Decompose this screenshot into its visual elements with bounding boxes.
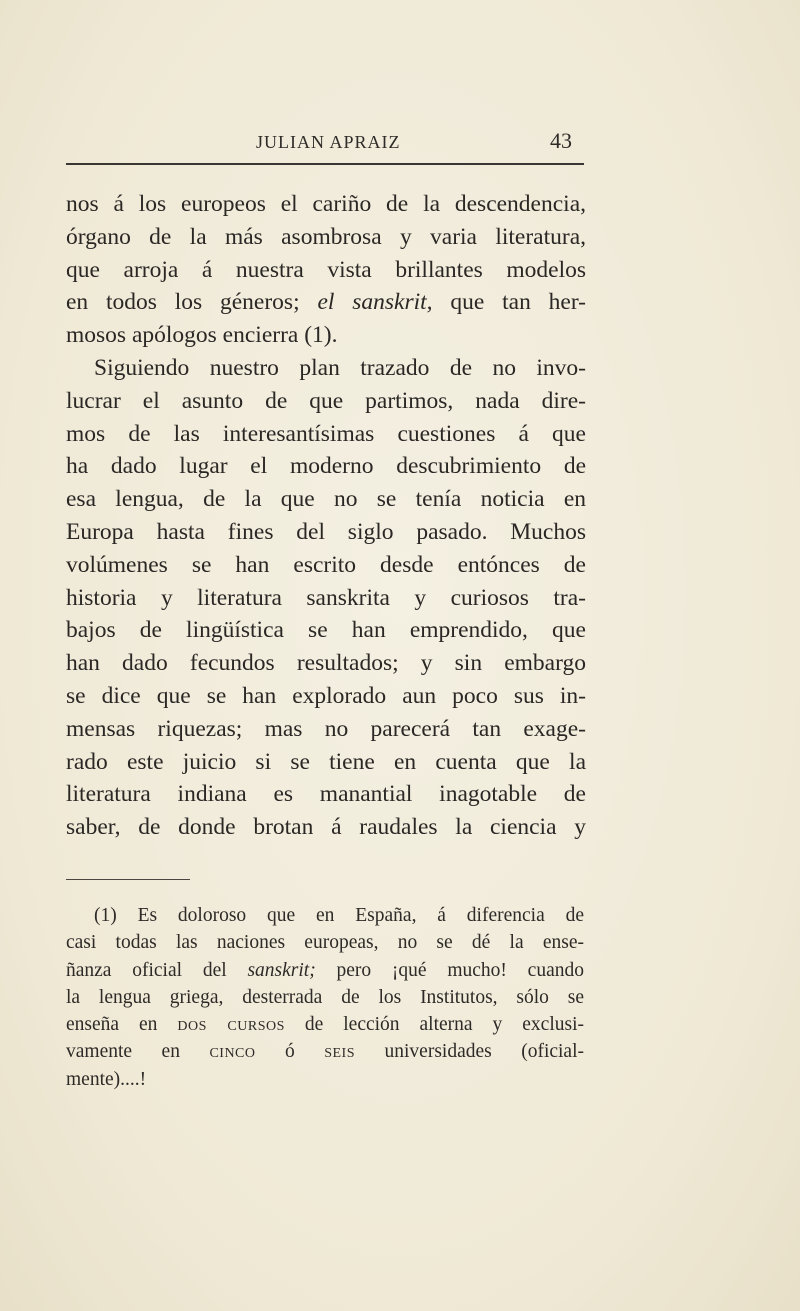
text-line: Europa hasta fines del siglo pasado. Muchos <box>66 518 586 545</box>
text-line: que arroja á nuestra vista brillantes modelos <box>66 256 586 283</box>
text-segment: en todos los géneros; <box>66 289 300 316</box>
text-line: historia y literatura sanskrita y curiosos tra- <box>66 584 586 611</box>
text-segment: universidades (oficial- <box>384 1041 584 1063</box>
text-line: se dice que se han explorado aun poco sus in- <box>66 682 586 709</box>
text-segment: que tan her- <box>450 289 587 316</box>
text-line: lucrar el asunto de que partimos, nada dire- <box>66 387 586 414</box>
text-line: rado este juicio si se tiene en cuenta que la <box>66 748 586 775</box>
text-segment: enseña en <box>66 1014 158 1036</box>
footnote-line <box>66 1011 584 1038</box>
running-head: JULIAN APRAIZ <box>256 132 401 152</box>
body-text <box>66 188 586 844</box>
text-line: han dado fecundos resultados; y sin embargo <box>66 650 586 677</box>
text-line: literatura indiana es manantial inagotable de <box>66 781 586 808</box>
small-caps-term: seis <box>324 1041 356 1063</box>
footnote <box>66 902 584 1093</box>
page-number: 43 <box>550 128 572 153</box>
text-line <box>66 286 586 319</box>
text-segment: ñanza oficial del <box>66 959 227 981</box>
footnote-rule <box>66 879 190 880</box>
text-line: nos á los europeos el cariño de la descendencia, <box>66 191 586 217</box>
small-caps-term: cinco <box>209 1041 256 1063</box>
text-segment: de lección alterna y exclusi- <box>304 1014 584 1036</box>
footnote-line: la lengua griega, desterrada de los Institutos, sólo se <box>66 986 584 1008</box>
small-caps-term: dos cursos <box>177 1014 285 1036</box>
paragraph-first-line: Siguiendo nuestro plan trazado de no invo- <box>94 354 586 381</box>
header-rule <box>66 163 584 165</box>
text-segment: pero ¡qué mucho! cuando <box>336 959 584 981</box>
page-header <box>66 128 586 158</box>
footnote-line: mente)....! <box>66 1068 147 1090</box>
text-line: ha dado lugar el moderno descubrimiento de <box>66 453 586 480</box>
italic-term: sanskrit; <box>247 959 316 981</box>
text-line: volúmenes se han escrito desde entónces de <box>66 551 586 578</box>
text-line: saber, de donde brotan á raudales la ciencia y <box>66 814 586 841</box>
italic-term: el sanskrit, <box>317 289 433 316</box>
footnote-line: (1) Es doloroso que en España, á diferencia de <box>94 905 584 926</box>
text-segment: ó <box>284 1041 295 1063</box>
text-line: esa lengua, de la que no se tenía noticia en <box>66 486 586 513</box>
footnote-line <box>66 957 584 984</box>
text-line: mosos apólogos encierra (1). <box>66 322 338 349</box>
text-line: bajos de lingüística se han emprendido, que <box>66 617 586 644</box>
text-line: órgano de la más asombrosa y varia literatura, <box>66 223 586 250</box>
text-line: mos de las interesantísimas cuestiones á que <box>66 420 586 447</box>
text-line: mensas riquezas; mas no parecerá tan exage- <box>66 715 586 742</box>
text-segment: vamente en <box>66 1041 180 1063</box>
footnote-line: casi todas las naciones europeas, no se dé la ense- <box>66 932 584 954</box>
footnote-line <box>66 1038 584 1065</box>
